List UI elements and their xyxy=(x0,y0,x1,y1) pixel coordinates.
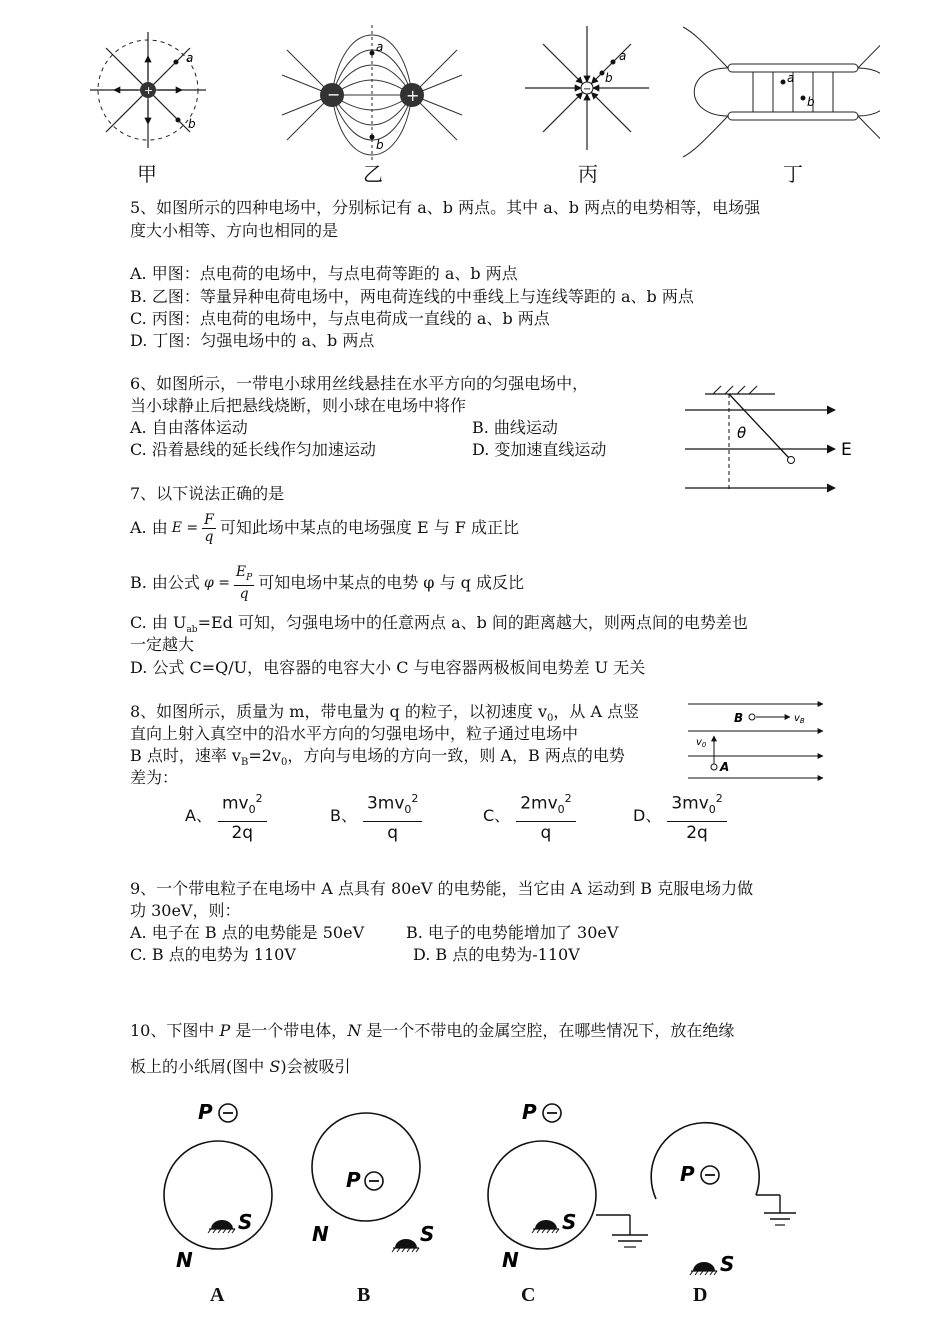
q7-option-d: D. 公式 C=Q/U，电容器的电容大小 C 与电容器两极板间电势差 U 无关 xyxy=(130,658,646,677)
field-figures-row xyxy=(80,10,880,160)
q5-option-c: C. 丙图：点电荷的电场中，与点电荷成一直线的 a、b 两点 xyxy=(130,309,550,328)
q5-option-a: A. 甲图：点电荷的电场中，与点电荷等距的 a、b 两点 xyxy=(130,264,518,283)
caption-jia: 甲 xyxy=(137,162,157,186)
q10-figure xyxy=(150,1095,810,1315)
q9-option-a: A. 电子在 B 点的电势能是 50eV xyxy=(130,923,365,942)
q6-stem-line2: 当小球静止后把悬线烧断，则小球在电场中将作 xyxy=(130,396,467,415)
q9-stem-line2: 功 30eV，则： xyxy=(130,901,241,920)
q6-option-c: C. 沿着悬线的延长线作匀加速运动 xyxy=(130,440,376,459)
q6-stem-line1: 6、如图所示，一带电小球用丝线悬挂在水平方向的匀强电场中， xyxy=(130,374,589,393)
q8-stem-line1: 8、如图所示，质量为 m，带电量为 q 的粒子，以初速度 $v_0$，从 A 点竖 xyxy=(130,702,640,725)
q6-option-d: D. 变加速直线运动 xyxy=(472,440,607,459)
svg-text:N: N xyxy=(312,1222,329,1246)
svg-text:P: P xyxy=(680,1162,695,1186)
q8-answer-d: D、 $\frac{3mv_0^2}{2q}$ xyxy=(633,788,727,844)
svg-text:+: + xyxy=(406,86,420,105)
caption-ding: 丁 xyxy=(783,162,803,186)
svg-text:θ: θ xyxy=(737,424,747,442)
q7-option-c: C. 由 $U_{ab}=Ed$ 可知，匀强电场中的任意两点 a、b 间的距离越大，则两点间的电势差也 xyxy=(130,613,748,636)
figure-ding xyxy=(683,27,880,157)
q8-stem-line3: B 点时，速率 $v_B=2v_0$，方向与电场的方向一致，则 A，B 两点的电势 xyxy=(130,746,625,769)
svg-text:vB: $v_B$ xyxy=(794,713,805,725)
svg-text:v0: $v_0$ xyxy=(696,737,707,749)
figure-jia xyxy=(90,32,206,148)
q9-option-d: D. B 点的电势为-110V xyxy=(413,945,580,964)
q6-figure xyxy=(685,382,860,497)
q7-stem: 7、以下说法正确的是 xyxy=(130,484,285,503)
q8-figure xyxy=(688,694,828,786)
q5-option-d: D. 丁图：匀强电场中的 a、b 两点 xyxy=(130,331,375,350)
svg-text:P: P xyxy=(198,1100,213,1124)
q10-stem-line2: 板上的小纸屑(图中 S)会被吸引 xyxy=(130,1057,351,1076)
caption-bing: 丙 xyxy=(578,162,598,186)
svg-text:A: A xyxy=(720,760,730,774)
svg-text:−: − xyxy=(583,84,592,95)
svg-text:P: P xyxy=(346,1168,361,1192)
q10-caption-a: A xyxy=(210,1284,225,1306)
q8-stem-line2: 直向上射入真空中的沿水平方向的匀强电场中，粒子通过电场中 xyxy=(130,724,579,743)
q7-option-c-line2: 一定越大 xyxy=(130,635,195,654)
q5-stem-line2: 度大小相等、方向也相同的是 xyxy=(130,221,339,240)
q6-option-b: B. 曲线运动 xyxy=(472,418,558,437)
svg-text:b: b xyxy=(376,138,384,152)
svg-text:b: b xyxy=(188,117,196,131)
svg-text:−: − xyxy=(327,85,341,104)
svg-text:N: N xyxy=(176,1248,193,1272)
figure-bing xyxy=(525,26,649,150)
svg-text:S: S xyxy=(420,1222,435,1246)
svg-text:+: + xyxy=(144,84,154,97)
svg-text:N: N xyxy=(502,1248,519,1272)
q9-option-b: B. 电子的电势能增加了 30eV xyxy=(406,923,619,942)
q8-stem-line4: 差为： xyxy=(130,768,179,787)
q10-caption-d: D xyxy=(693,1284,708,1306)
q10-caption-c: C xyxy=(521,1284,536,1306)
q9-stem-line1: 9、一个带电粒子在电场中 A 点具有 80eV 的电势能，当它由 A 运动到 B 克服电场力做 xyxy=(130,879,754,898)
svg-text:S: S xyxy=(720,1252,735,1276)
q8-answer-b: B、 $\frac{3mv_0^2}{q}$ xyxy=(330,788,422,844)
svg-text:a: a xyxy=(186,51,194,65)
q6-option-a: A. 自由落体运动 xyxy=(130,418,248,437)
svg-text:P: P xyxy=(522,1100,537,1124)
svg-text:b: b xyxy=(807,95,815,109)
svg-text:E: E xyxy=(841,440,852,460)
q8-answer-c: C、 $\frac{2mv_0^2}{q}$ xyxy=(483,788,576,844)
svg-text:B: B xyxy=(734,711,744,725)
figure-yi xyxy=(282,25,462,160)
svg-text:b: b xyxy=(605,71,613,85)
q10-caption-b: B xyxy=(357,1284,371,1306)
q7-option-a: A. 由 E = $\frac{F}{q}$ 可知此场中某点的电场强度 E 与 F 成正比 xyxy=(130,511,519,545)
q8-answer-a: A、 $\frac{mv_0^2}{2q}$ xyxy=(185,788,267,844)
q5-stem-line1: 5、如图所示的四种电场中，分别标记有 a、b 两点。其中 a、b 两点的电势相等，电场强 xyxy=(130,198,761,217)
svg-text:S: S xyxy=(562,1210,577,1234)
svg-text:a: a xyxy=(619,49,627,63)
q10-diagram-c xyxy=(488,1100,648,1272)
svg-text:S: S xyxy=(238,1210,253,1234)
q5-option-b: B. 乙图：等量异种电荷电场中，两电荷连线的中垂线上与连线等距的 a、b 两点 xyxy=(130,287,694,306)
caption-yi: 乙 xyxy=(363,162,383,186)
q10-diagram-d xyxy=(651,1123,796,1276)
svg-text:a: a xyxy=(376,40,384,54)
q10-diagram-b xyxy=(312,1113,434,1252)
q10-stem-line1: 10、下图中 P 是一个带电体，N 是一个不带电的金属空腔，在哪些情况下，放在绝缘 xyxy=(130,1021,735,1040)
svg-text:a: a xyxy=(787,71,795,85)
q10-diagram-a xyxy=(164,1100,272,1272)
q9-option-c: C. B 点的电势为 110V xyxy=(130,945,296,964)
q7-option-b: B. 由公式 φ = $\frac{E_P}{q}$ 可知电场中某点的电势 φ 与 q 成反比 xyxy=(130,563,525,603)
